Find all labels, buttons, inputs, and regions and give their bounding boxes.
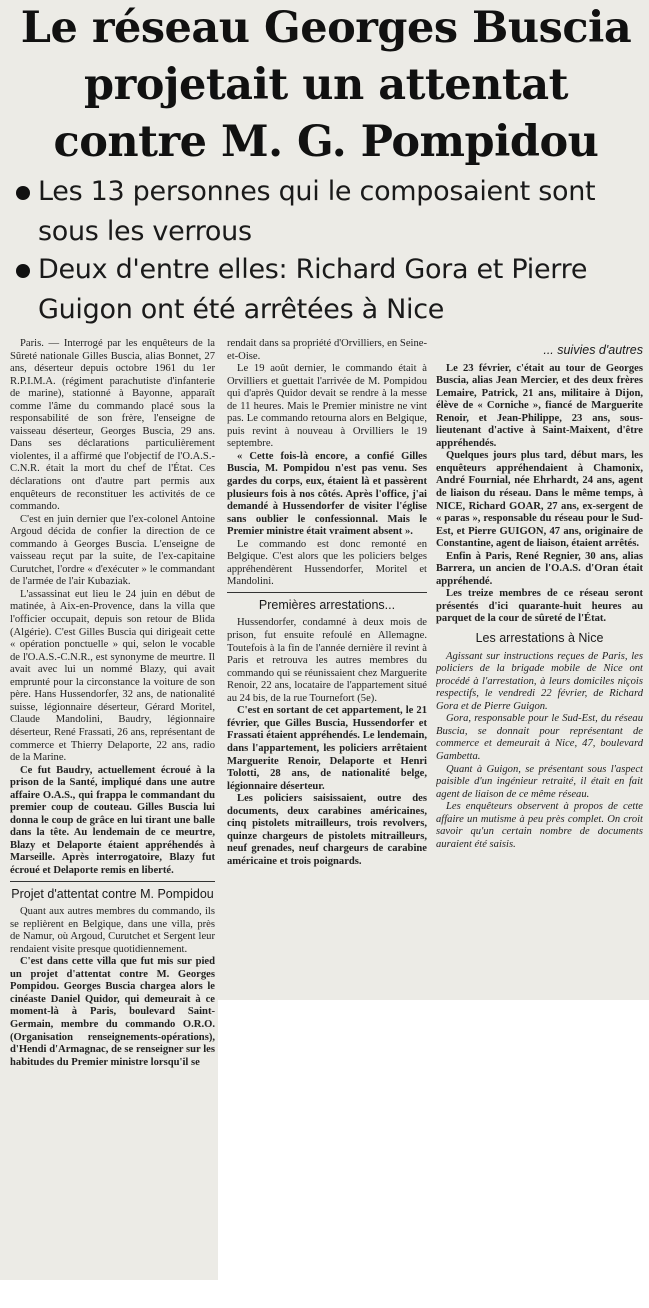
headline-line-1: Le réseau Georges Buscia <box>20 3 632 53</box>
paragraph: C'est dans cette villa que fut mis sur pied un projet d'attentat contre M. Georges Pompidou. Georges Buscia chargea alors le cinéaste Daniel Quidor, qui demeurait à ce moment-là à Paris, boulevard Saint-Germain, membre du commando O.R.O. (Organisation renseignements-opérations), d'Hendi d'Armagnac, de se renseigner sur les habitudes du Premier ministre lorsqu'il se <box>10 956 215 1068</box>
subhead-1-text: Les 13 personnes qui le composaient sont sous les verrous <box>38 176 596 247</box>
section-heading-suivies: ... suivies d'autres <box>543 343 643 357</box>
paragraph: Paris. — Interrogé par les enquêteurs de la Sûreté nationale Gilles Buscia, alias Bonnet, 27 ans, déserteur depuis octobre 1961 du 1er R.P.I.M.A. (régiment parachutiste d'infanterie de marine), stationné à Bayonne, apparaît comme l'âme du commando placé sous la responsabilité de son frère, l'enseigne de vaisseau déserteur, Georges Buscia, 29 ans. Dans ses déclarations particulièrement violentes, il a affirmé que l'objectif de l'O.A.S.-C.N.R. était la mort du chef de l'État. Ces déclarations ont d'autre part permis aux enquêteurs de reconstituer les activités de ce commando. <box>10 338 215 513</box>
section-heading-premieres: Premières arrestations... <box>258 597 396 612</box>
paragraph: Le commando est donc remonté en Belgique. C'est alors que les policiers belges appréhendèrent Hussendorfer, Moritel et Mandolini. <box>227 538 427 588</box>
subhead-1 <box>16 172 646 252</box>
article-column-3 <box>436 338 643 998</box>
headline-line-2: projetait un attentat <box>84 60 568 110</box>
paragraph: Quelques jours plus tard, début mars, les enquêteurs appréhendaient à Chamonix, André Fournial, née Ehrhardt, 24 ans, agent de liaison du réseau. Dans le même temps, à NICE, Richard GOAR, 27 ans, ex-sergent de « paras », responsable du réseau pour le Sud-Est, et Pierre GUIGON, 47 ans, originaire de Constantine, agent de liaison, étaient arrêtés. <box>436 450 643 550</box>
subhead-2-text: Deux d'entre elles: Richard Gora et Pierre Guigon ont été arrêtées à Nice <box>38 254 588 325</box>
divider <box>10 881 215 882</box>
paragraph: Le 23 février, c'était au tour de Georges Buscia, alias Jean Mercier, et des deux frères Lemaire, Patrick, 21 ans, militaire à Dijon, élève de « Corniche », fiancé de Marguerite Renoir, et Jean-Philippe, 23 ans, sous-lieutenant d'active à Saint-Maixent, d'être appréhendés. <box>436 362 643 449</box>
paragraph: Enfin à Paris, René Regnier, 30 ans, alias Barrera, un ancien de l'O.A.S. d'Oran était appréhendé. <box>436 550 643 587</box>
paragraph: Les treize membres de ce réseau seront présentés d'ici quarante-huit heures au parquet de la cour de sûreté de l'État. <box>436 588 643 625</box>
paragraph: C'est en juin dernier que l'ex-colonel Antoine Argoud décida de confier la direction de ce commando à Georges Buscia. L'enseigne de vaisseau reçut par la suite, de l'ex-capitaine Curutchet, l'ordre « d'exécuter » le commandant de l'armée de l'air Kubaziak. <box>10 513 215 588</box>
paragraph: Hussendorfer, condamné à deux mois de prison, fut ensuite refoulé en Allemagne. Toutefois à la fin de l'année dernière il revint à Paris et retrouva les autres membres du commando qui se réunissaient chez Marguerite Renoir, 22 ans, locataire de l'appartement situé au 24 bis, de la rue Tournefort (5e). <box>227 617 427 704</box>
divider <box>227 592 427 593</box>
paragraph: L'assassinat eut lieu le 24 juin en début de matinée, à Aix-en-Provence, dans la villa que l'officier occupait, depuis son retour de Blida (Algérie). C'est Gilles Buscia qui dirigeait cette « opération ponctuelle » qui, selon le vocable de l'O.A.S.-C.N.R., est synonyme de meurtre. Il avait avec lui un nommé Blazy, qui avait emprunté pour la circonstance la voiture de son père. Hans Hussendorfer, 32 ans, de nationalité suisse, légionnaire déserteur, Gérard Moritel, Claude Mandolini, Baudry, légionnaire déserteur, René Frassati, 26 ans, représentant de commerce et Thierry Delaporte, 22 ans, radio de la Marine. <box>10 588 215 764</box>
paragraph: Quant à Guigon, se présentant sous l'aspect paisible d'un ingénieur retraité, il était en fait agent de liaison de ce même réseau. <box>436 763 643 800</box>
paragraph: « Cette fois-là encore, a confié Gilles Buscia, M. Pompidou n'est pas venu. Ses gardes du corps, eux, étaient là et passèrent plusieurs fois à nos côtés. Après l'office, j'ai demandé à Hussendorfer de visiter l'église sans oublier le confessionnal. Mais le Premier ministre était vraiment absent ». <box>227 450 427 538</box>
blank-area <box>218 1000 649 1280</box>
paragraph: Agissant sur instructions reçues de Paris, les policiers de la brigade mobile de Nice ont procédé à l'arrestation, à leurs domiciles niçois respectifs, le vendredi 22 février, de Richard Gora et de Pierre Guigon. <box>436 650 643 712</box>
paragraph: Quant aux autres membres du commando, ils se replièrent en Belgique, dans une villa, près de Namur, où Argoud, Curutchet et Sergent leur rendaient visite presque quotidiennement. <box>10 906 215 955</box>
subhead-2 <box>16 250 646 330</box>
paragraph: Gora, responsable pour le Sud-Est, du réseau Buscia, se donnait pour représentant de commerce et demeurait à Nice, 47, boulevard Gambetta. <box>436 713 643 762</box>
headline <box>8 0 644 171</box>
article-column-2 <box>227 338 427 988</box>
paragraph: rendait dans sa propriété d'Orvilliers, en Seine-et-Oise. <box>227 338 427 362</box>
section-heading-projet: Projet d'attentat contre M. Pompidou <box>11 886 214 901</box>
paragraph: Ce fut Baudry, actuellement écroué à la prison de la Santé, impliqué dans une autre affaire O.A.S., qui frappa le commandant du premier coup de couteau. Gilles Buscia lui donna le coup de grâce en lui tirant une balle dans la tête. Au lendemain de ce meurtre, Blazy et Delaporte étaient appréhendés à Marseille. Après interrogatoire, Blazy fut écroué et Delaporte remis en liberté. <box>10 764 215 876</box>
bullet-icon <box>16 186 30 200</box>
bullet-icon <box>16 264 30 278</box>
paragraph: C'est en sortant de cet appartement, le 21 février, que Gilles Buscia, Hussendorfer et Frassati étaient appréhendés. Le lendemain, dans l'appartement, les policiers arrêtaient Marguerite Renoir, Delaporte et Henri Tolotti, 28 ans, de nationalité belge, légionnaire déserteur. <box>227 705 427 792</box>
paragraph: Les policiers saisissaient, outre des documents, deux carabines américaines, cinq pistolets mitrailleurs, trois revolvers, quinze chargeurs de pistolets mitrailleurs, neuf grenades, neuf chargeurs de carabine américaine et trois poignards. <box>227 793 427 867</box>
section-heading-nice: Les arrestations à Nice <box>475 631 604 646</box>
headline-line-3: contre M. G. Pompidou <box>53 117 599 167</box>
paragraph: Le 19 août dernier, le commando était à Orvilliers et guettait l'arrivée de M. Pompidou qui d'après Quidor devait se rendre à la messe de 11 heures. Mais le Premier ministre ne vint pas. Le commando retourna alors en Belgique, puis revint à nouveau à Orvilliers le 19 septembre. <box>227 363 427 450</box>
paragraph: Les enquêteurs observent à propos de cette affaire un mutisme à peu près complet. On croit savoir qu'un certain nombre de documents auraient été saisis. <box>436 801 643 850</box>
article-column-1 <box>10 338 215 1308</box>
